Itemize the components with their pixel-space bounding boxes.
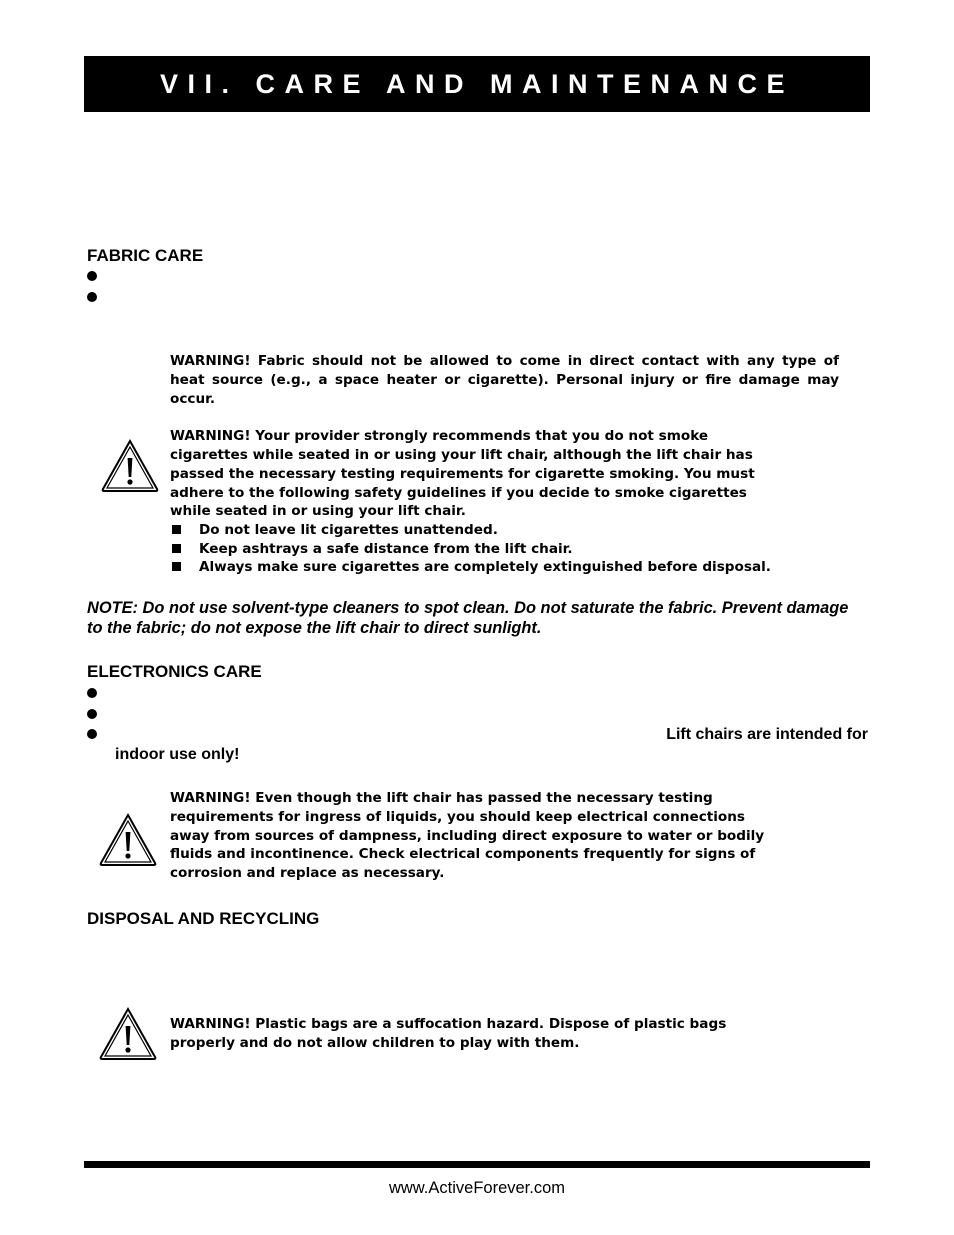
guideline-item: Do not leave lit cigarettes unattended. [170, 521, 850, 540]
plastic-bag-warning-line-1: WARNING! Plastic bags are a suffocation hazard. Dispose of plastic bags [170, 1016, 727, 1032]
electronics-bullet-2 [87, 709, 97, 719]
electronics-bullet-3 [87, 729, 97, 739]
smoking-warning-line-1: WARNING! Your provider strongly recommends that you do not smoke [170, 428, 709, 444]
footer-url: www.ActiveForever.com [388, 1179, 566, 1197]
fabric-bullet-1 [87, 271, 97, 281]
smoking-warning-line-3: passed the necessary testing requirements for cigarette smoking. You must [170, 466, 755, 482]
warning-triangle-icon [98, 1006, 158, 1062]
electronics-warning-line-5: corrosion and replace as necessary. [170, 865, 445, 881]
electronics-bullet-1 [87, 688, 97, 698]
footer-rule [84, 1161, 870, 1168]
electronics-care-heading: ELECTRONICS CARE [87, 662, 262, 681]
square-bullet-icon [172, 562, 181, 571]
fabric-note: NOTE: Do not use solvent-type cleaners to spot clean. Do not saturate the fabric. Prevent damage to the fabric; do not expose the lift chair to direct sunlight. [87, 599, 849, 637]
warning-triangle-icon [100, 438, 160, 494]
plastic-bag-warning-line-2: properly and do not allow children to play with them. [170, 1035, 580, 1051]
indoor-use-text-2: indoor use only! [115, 746, 240, 763]
smoking-warning-line-2: cigarettes while seated in or using your lift chair, although the lift chair has [170, 447, 753, 463]
disposal-heading: DISPOSAL AND RECYCLING [87, 909, 320, 928]
square-bullet-icon [172, 525, 181, 534]
electronics-warning-line-3: away from sources of dampness, including direct exposure to water or bodily [170, 828, 765, 844]
electronics-warning-line-4: fluids and incontinence. Check electrical components frequently for signs of [170, 846, 756, 862]
section-title: VII. CARE AND MAINTENANCE [159, 68, 794, 99]
square-bullet-icon [172, 544, 181, 553]
fabric-care-heading: FABRIC CARE [87, 246, 204, 265]
electronics-warning-line-2: requirements for ingress of liquids, you should keep electrical connections [170, 809, 746, 825]
indoor-use-text-1: Lift chairs are intended for [666, 726, 868, 743]
guideline-item: Keep ashtrays a safe distance from the lift chair. [170, 540, 850, 559]
warning-triangle-icon [98, 812, 158, 868]
smoking-warning-line-4: adhere to the following safety guidelines if you decide to smoke cigarettes [170, 485, 747, 501]
smoking-warning-line-5: while seated in or using your lift chair. [170, 503, 466, 519]
fabric-bullet-2 [87, 292, 97, 302]
guideline-item: Always make sure cigarettes are completely extinguished before disposal. [170, 558, 850, 577]
electronics-warning-line-1: WARNING! Even though the lift chair has passed the necessary testing [170, 790, 713, 806]
section-title-bar [84, 56, 870, 112]
fabric-heat-warning: WARNING! Fabric should not be allowed to come in direct contact with any type of heat source (e.g., a space heater or cigarette). Personal injury or fire damage may occur. [170, 353, 839, 407]
